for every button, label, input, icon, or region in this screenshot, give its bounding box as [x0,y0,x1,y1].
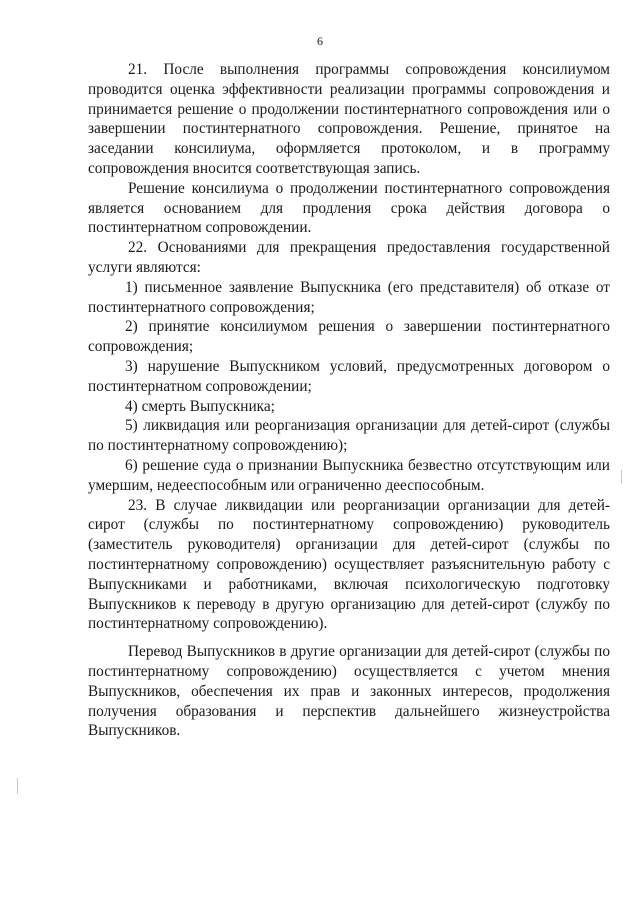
list-item-22-6: 6) решение суда о признании Выпускника безвестно отсутствующим или умершим, недееспособным или ограниченно дееспособным. [88,456,610,494]
page-number: 6 [317,34,323,48]
paragraph-21-decision: Решение консилиума о продолжении постинтернатного сопровождения является основанием для продления срока действия договора о постинтернатном сопровождении. [88,179,610,237]
list-item-22-3: 3) нарушение Выпускником условий, предусмотренных договором о постинтернатном сопровождении; [88,357,610,395]
list-item-22-4: 4) смерть Выпускника; [125,397,275,415]
paragraph-22: 22. Основаниями для прекращения предоставления государственной услуги являются: [88,239,610,276]
scan-artifact [621,470,622,484]
paragraph-23: 23. В случае ликвидации или реорганизации организации для детей-сирот (службы по постинтернатному сопровождению) руководитель (заместитель руководителя) организации для детей-сирот (службы по постинтернатному сопровождению) осуществляет разъяснительную работу с Выпускниками и работниками, включая психологическую подготовку Выпускников к переводу в другую организацию для детей-сирот (службу по постинтернатному сопровождению). [88,496,610,633]
list-item-22-2: 2) принятие консилиумом решения о завершении постинтернатного сопровождения; [88,318,610,356]
paragraph-23-transfer: Перевод Выпускников в другие организации для детей-сирот (службы по постинтернатному сопровождению) осуществляется с учетом мнения Выпускников, обеспечения их прав и законных интересов, продолжения получения образования и перспектив дальнейшего жизнеустройства Выпускников. [88,643,610,740]
scan-artifact [17,778,18,794]
list-item-22-1: 1) письменное заявление Выпускника (его представителя) об отказе от постинтернатного сопровождения; [88,278,610,316]
paragraph-21: 21. После выполнения программы сопровождения консилиумом проводится оценка эффективности реализации программы сопровождения и принимается решение о продолжении постинтернатного сопровождения или о завершении постинтернатного сопровождения. Решение, принятое на заседании консилиума, оформляется протоколом, и в программу сопровождения вносится соответствующая запись. [88,61,610,177]
document-body [88,60,610,741]
list-item-22-5: 5) ликвидация или реорганизация организации для детей-сирот (службы по постинтернатному сопровождению); [88,417,610,455]
